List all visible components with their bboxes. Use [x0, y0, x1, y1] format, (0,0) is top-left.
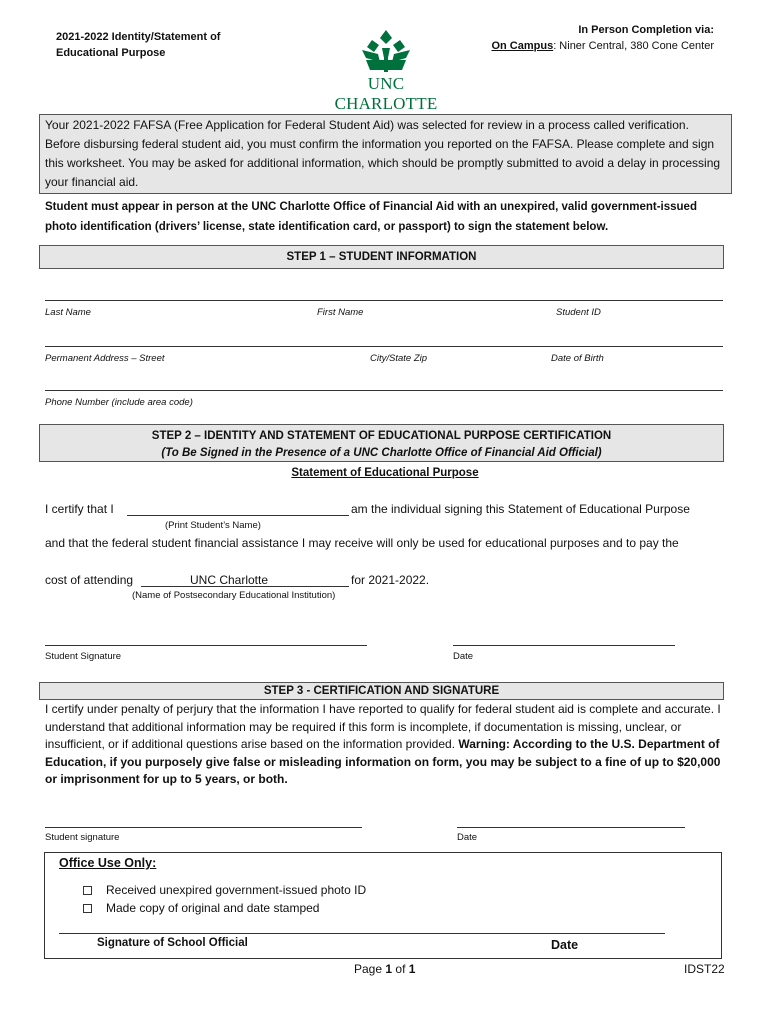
- office-use-box: [44, 852, 722, 959]
- page-prefix: Page: [354, 962, 383, 976]
- first-name-label: First Name: [317, 307, 364, 318]
- step3-certification: I certify under penalty of perjury that the information I have reported to qualify for federal student aid is complete and accurate. I understand that additional information may be required if this form is incomplete, if documentation is missing, unclear, or insufficient, or if additional questions arise based on the information provided.: [45, 702, 721, 751]
- office-item-copy: [83, 901, 319, 915]
- federal-aid-line: and that the federal student financial assistance I may receive will only be used for educational purposes and to pay the: [45, 536, 679, 550]
- step3-date-label: Date: [457, 832, 478, 843]
- step2-signature-line[interactable]: [45, 645, 367, 646]
- dob-label: Date of Birth: [551, 353, 604, 364]
- on-campus-location: : Niner Central, 380 Cone Center: [553, 40, 714, 52]
- step2-date-label: Date: [453, 651, 474, 662]
- step1-heading: STEP 1 – STUDENT INFORMATION: [39, 245, 724, 269]
- official-signature-line[interactable]: [59, 933, 665, 934]
- step3-text: [45, 701, 725, 789]
- step3-heading: STEP 3 - CERTIFICATION AND SIGNATURE: [39, 682, 724, 700]
- step2-date-line[interactable]: [453, 645, 675, 646]
- step3-warning: Warning: According to the U.S. Department of Education, if you purposely give false or misleading information on form, you may be subject to a fine of up to $20,000 or imprisonment for up to 5 years, or both.: [45, 737, 721, 786]
- office-use-title: Office Use Only:: [59, 856, 157, 870]
- intro-box: Your 2021-2022 FAFSA (Free Application for Federal Student Aid) was selected for review in a process called verification. Before disbursing federal student aid, you must confirm the information you reported on the FAFSA. Please complete and sign this worksheet. You may be asked for additional information, which should be promptly submitted to avoid a delay in processing your financial aid.: [39, 114, 732, 194]
- student-id-label: Student ID: [556, 307, 601, 318]
- checkbox-photo-id[interactable]: [83, 886, 92, 895]
- form-title-line1: 2021-2022 Identity/Statement of: [56, 31, 221, 43]
- official-signature-label: Signature of School Official: [97, 937, 248, 949]
- print-name-line[interactable]: [127, 515, 349, 516]
- form-title: [56, 29, 256, 61]
- form-title-line2: Educational Purpose: [56, 47, 166, 59]
- last-name-label: Last Name: [45, 307, 91, 318]
- official-date-label: Date: [551, 938, 579, 952]
- page-current: 1: [385, 962, 393, 976]
- step2-subtitle: (To Be Signed in the Presence of a UNC Charlotte Office of Financial Aid Official): [161, 447, 602, 459]
- row2-line[interactable]: [45, 346, 723, 347]
- office-item-photo-id-label: Received unexpired government-issued photo ID: [106, 883, 367, 897]
- address-label: Permanent Address – Street: [45, 353, 165, 364]
- form-id: IDST22: [684, 962, 725, 976]
- city-label: City/State Zip: [370, 353, 428, 364]
- institution-label: (Name of Postsecondary Educational Institution): [132, 590, 336, 601]
- in-person-requirement: Student must appear in person at the UNC Charlotte Office of Financial Aid with an unexpired, valid government-issued photo identification (drivers’ license, state identification card, or passport) to sign the statement below.: [45, 201, 697, 233]
- certify-prefix: I certify that I: [45, 502, 114, 516]
- page-number: [354, 962, 415, 976]
- row3-line[interactable]: [45, 390, 723, 391]
- office-item-copy-label: Made copy of original and date stamped: [106, 901, 320, 915]
- print-name-label: (Print Student’s Name): [165, 520, 261, 531]
- phone-label: Phone Number (include area code): [45, 397, 193, 408]
- page-of: of: [395, 962, 406, 976]
- page-total: 1: [408, 962, 416, 976]
- step3-signature-line[interactable]: [45, 827, 362, 828]
- row1-line[interactable]: [45, 300, 723, 301]
- statement-heading: Statement of Educational Purpose: [291, 467, 479, 479]
- logo-text: UNC CHARLOTTE: [334, 74, 438, 113]
- certify-suffix: am the individual signing this Statement of Educational Purpose: [351, 502, 690, 516]
- on-campus-label: On Campus: [491, 40, 554, 52]
- cost-suffix: for 2021-2022.: [351, 573, 430, 587]
- step3-signature-label: Student signature: [45, 832, 120, 843]
- completion-label: In Person Completion via:: [578, 24, 714, 36]
- step2-title: STEP 2 – IDENTITY AND STATEMENT OF EDUCATIONAL PURPOSE CERTIFICATION: [151, 430, 612, 442]
- completion-info: [491, 22, 714, 54]
- unc-charlotte-logo: [316, 28, 456, 113]
- step3-date-line[interactable]: [457, 827, 685, 828]
- office-item-photo-id: [83, 883, 366, 897]
- crown-icon: [316, 28, 456, 74]
- step2-signature-label: Student Signature: [45, 651, 122, 662]
- cost-prefix: cost of attending: [45, 573, 134, 587]
- checkbox-copy[interactable]: [83, 904, 92, 913]
- institution-name: UNC Charlotte: [190, 573, 269, 587]
- step2-heading: [39, 424, 724, 462]
